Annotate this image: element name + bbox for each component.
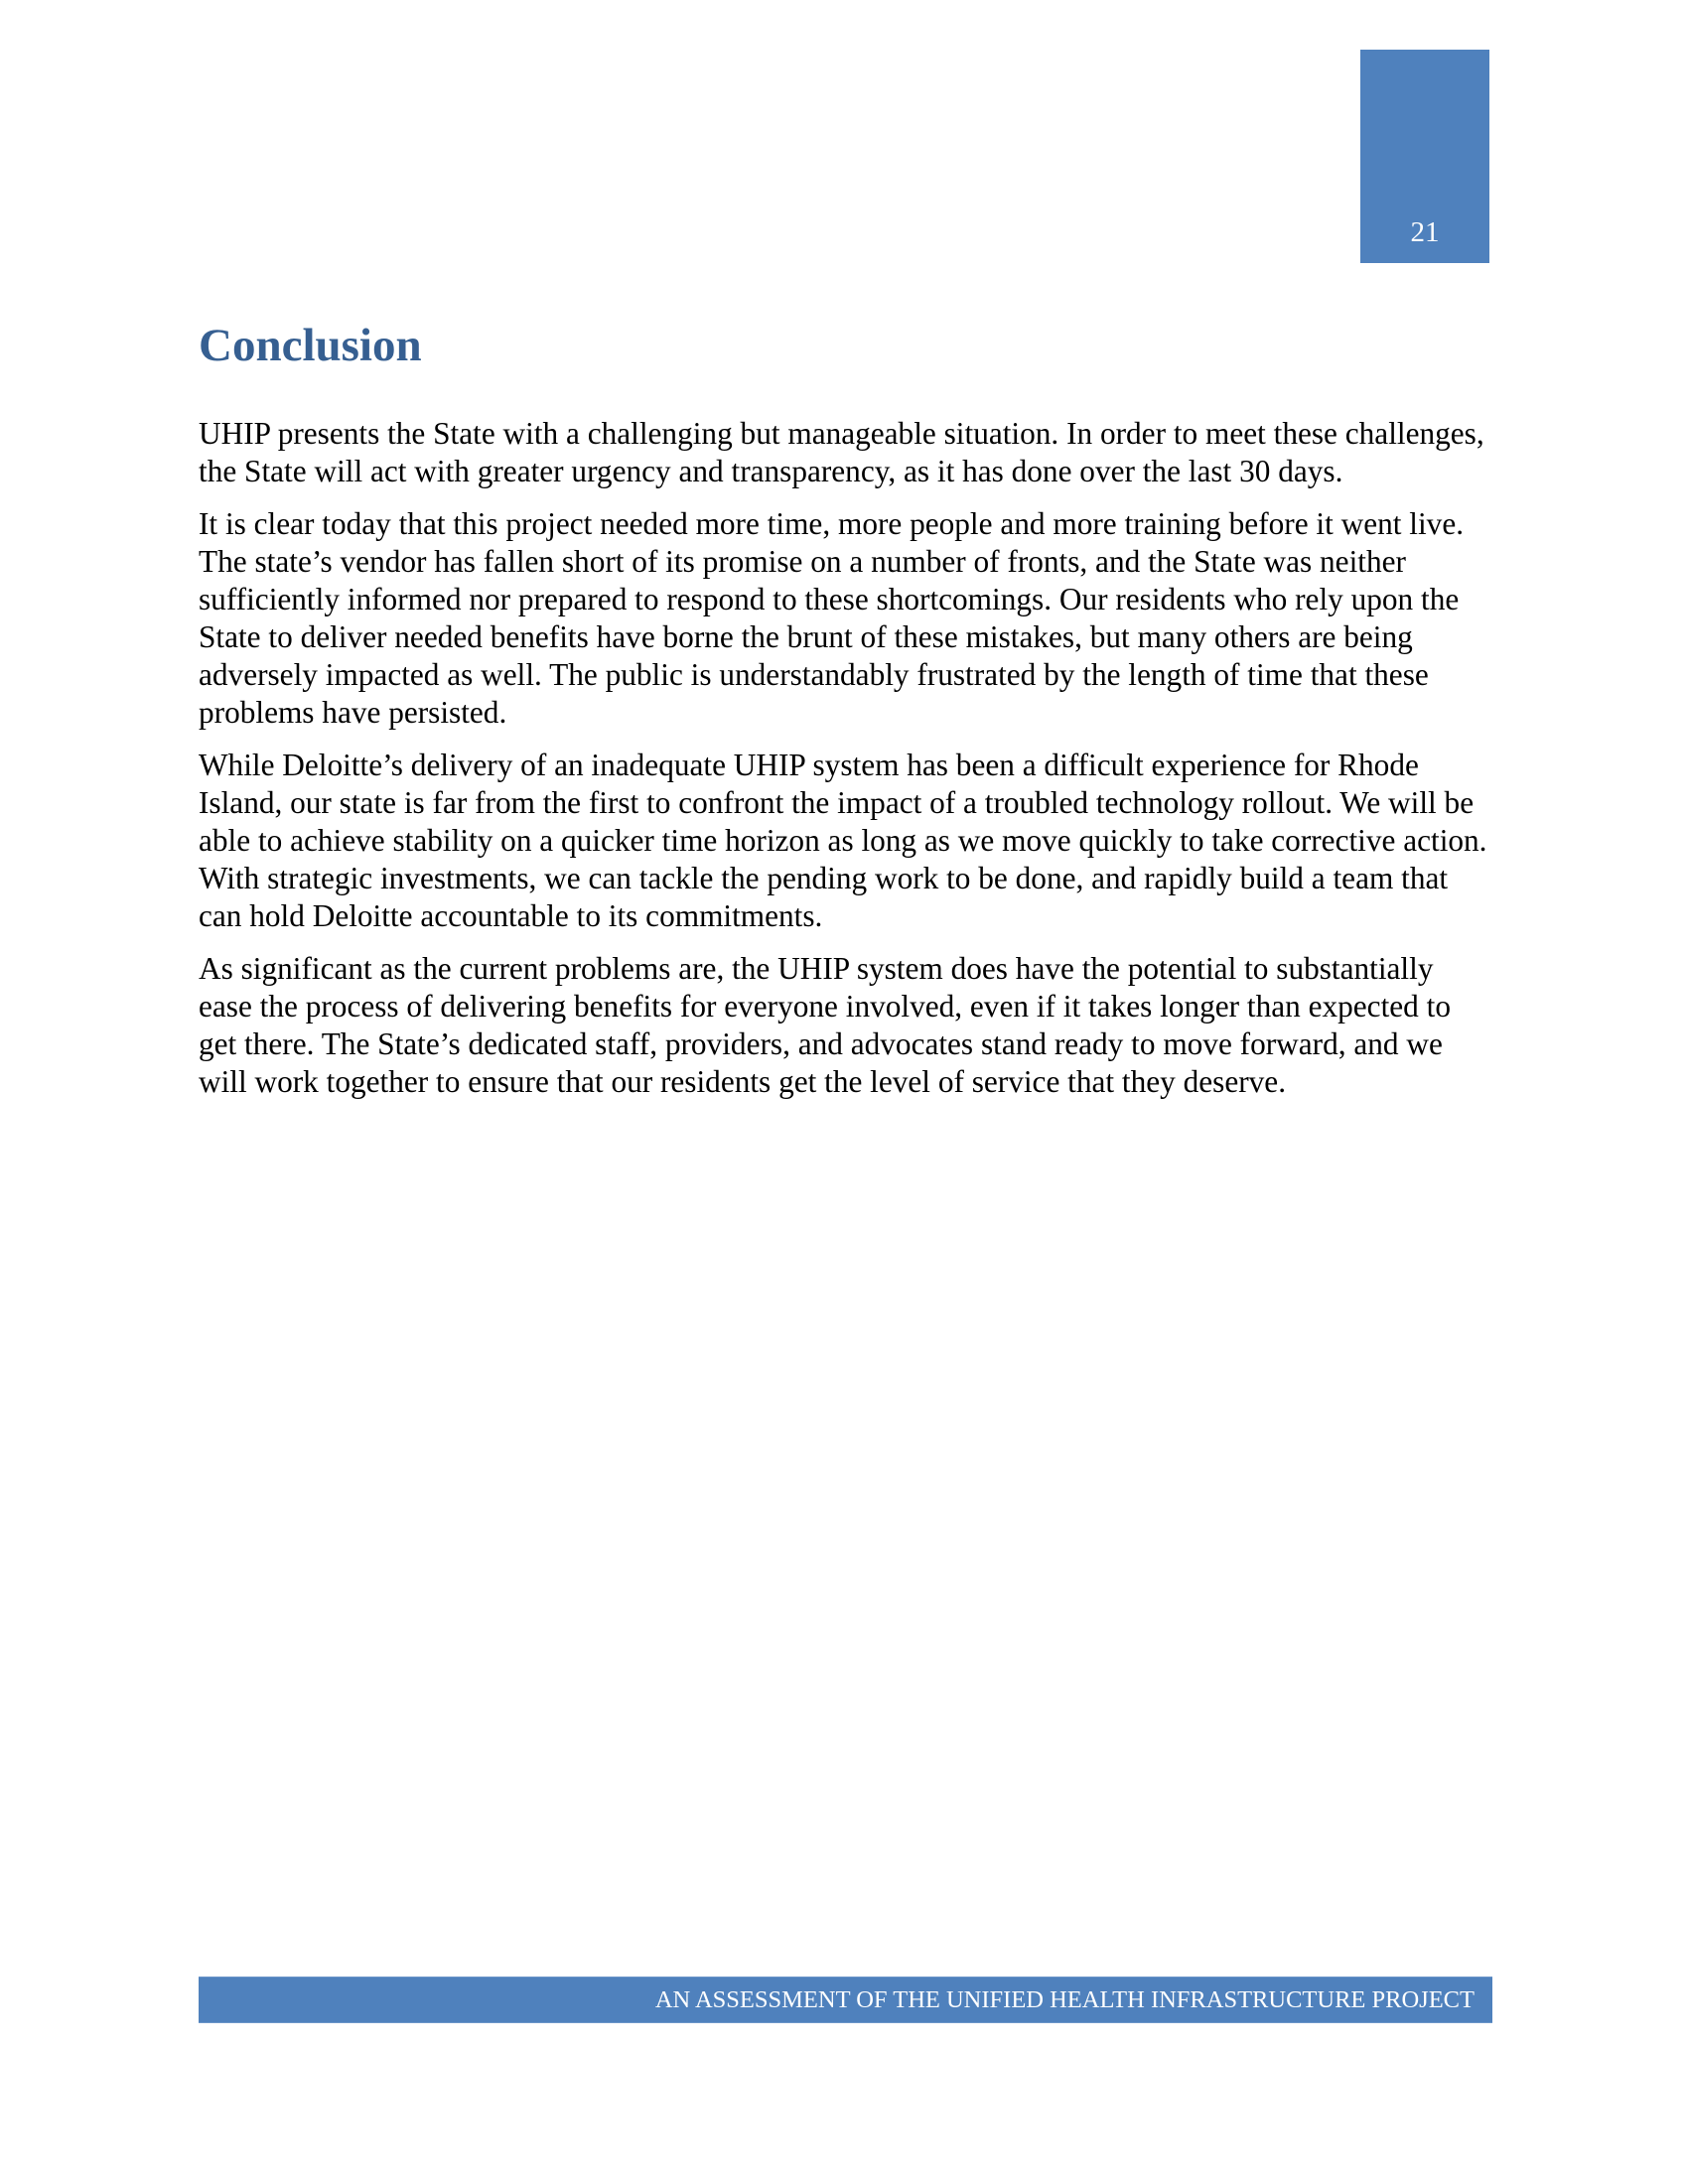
paragraph-2: It is clear today that this project needed more time, more people and more training before it went live. The state’s vendor has fallen short of its promise on a number of fronts, and the State was neither sufficiently informed nor prepared to respond to these shortcomings. Our residents who rely upon the State to deliver needed benefits have borne the brunt of these mistakes, but many others are being adversely impacted as well. The public is understandably frustrated by the length of time that these problems have persisted.: [199, 506, 1465, 730]
footer-bar: [199, 1977, 1492, 2023]
page-number-box: [1360, 50, 1489, 263]
paragraph-1: UHIP presents the State with a challenging but manageable situation. In order to meet these challenges, the State will act with greater urgency and transparency, as it has done over the last 30 days.: [199, 416, 1484, 488]
page-number: 21: [1410, 216, 1440, 248]
footer-title: AN ASSESSMENT OF THE UNIFIED HEALTH INFRASTRUCTURE PROJECT: [654, 1985, 1475, 2013]
body-text: [199, 415, 1494, 1116]
paragraph-3: While Deloitte’s delivery of an inadequate UHIP system has been a difficult experience for Rhode Island, our state is far from the first to confront the impact of a troubled technology rollout. We will be able to achieve stability on a quicker time horizon as long as we move quickly to take corrective action. With strategic investments, we can tackle the pending work to be done, and rapidly build a team that can hold Deloitte accountable to its commitments.: [199, 748, 1487, 933]
section-heading: Conclusion: [199, 320, 422, 371]
paragraph-4: As significant as the current problems are, the UHIP system does have the potential to substantially ease the process of delivering benefits for everyone involved, even if it takes longer than expected to get there. The State’s dedicated staff, providers, and advocates stand ready to move forward, and we will work together to ensure that our residents get the level of service that they deserve.: [199, 951, 1451, 1099]
